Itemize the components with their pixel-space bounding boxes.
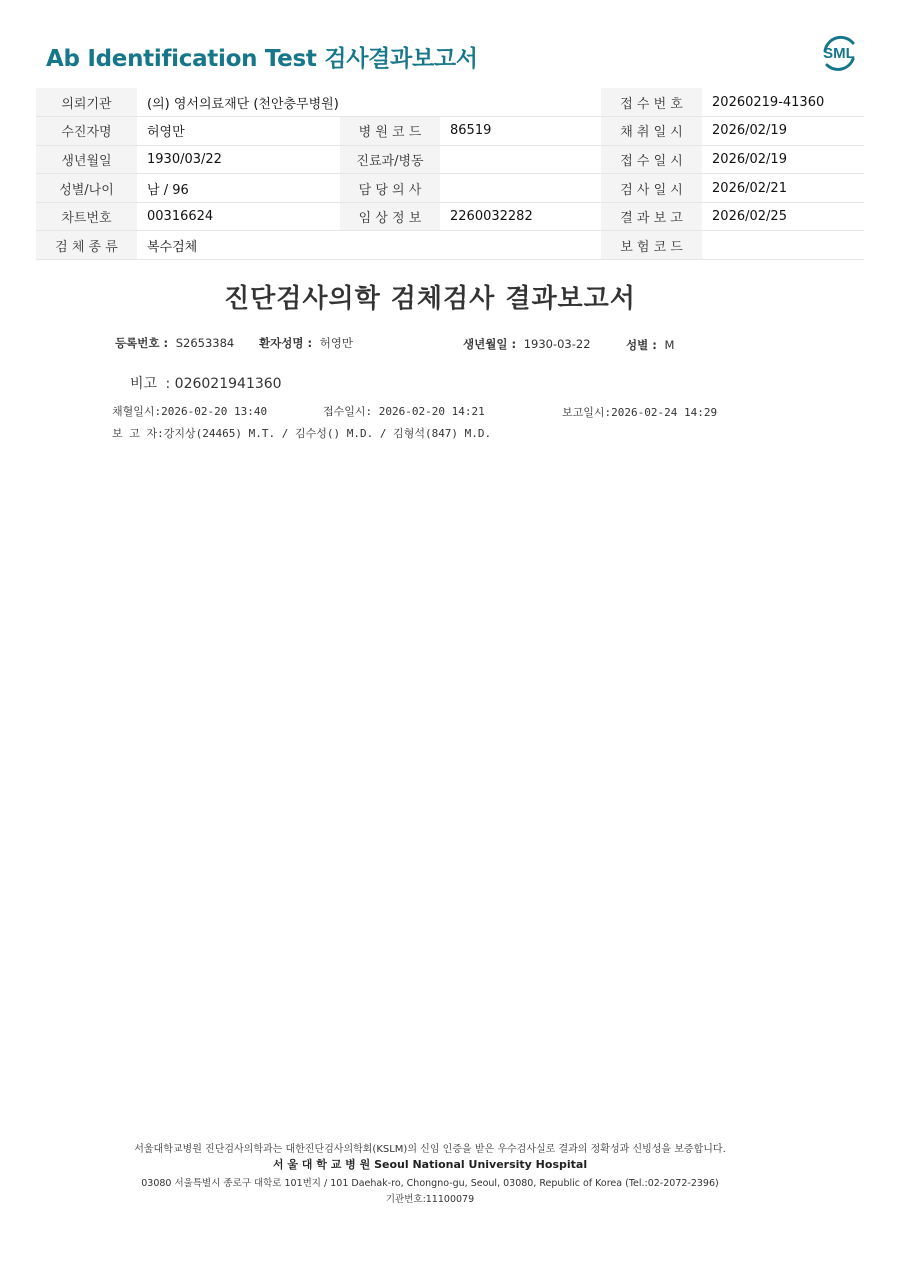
sml-logo-icon <box>815 29 863 77</box>
receipt-time <box>323 403 485 419</box>
value-department <box>440 145 601 174</box>
birth-date-label: 생년월일 : <box>463 337 517 351</box>
footer-address: 03080 서울특별시 종로구 대학로 101번지 / 101 Daehak-ro, Chongno-gu, Seoul, 03080, Republic of Korea (Tel.:02-2072-2396) <box>141 1178 719 1189</box>
label-insurance-code: 보 험 코 드 <box>601 231 702 260</box>
value-hospital-code: 86519 <box>440 117 601 146</box>
label-sex-age: 성별/나이 <box>36 174 137 203</box>
collection-time <box>112 403 267 419</box>
logo-text: SML <box>823 45 855 62</box>
value-chart-number: 00316624 <box>137 202 340 231</box>
remark-value: : 026021941360 <box>165 376 282 392</box>
label-hospital-code: 병 원 코 드 <box>340 117 440 146</box>
footer-institution-number: 기관번호:11100079 <box>385 1194 475 1205</box>
remark-label: 비고 <box>130 376 158 392</box>
table-row <box>36 117 864 146</box>
value-receipt-date: 2026/02/19 <box>702 145 864 174</box>
label-test-date: 검 사 일 시 <box>601 174 702 203</box>
collection-time-label: 채혈일시 <box>112 405 155 418</box>
patient-info-table <box>36 88 864 260</box>
sex-label: 성별 : <box>626 338 657 352</box>
registration-label: 등록번호 : <box>115 336 169 350</box>
footer-certification: 서울대학교병원 진단검사의학과는 대한진단검사의학회(KSLM)의 신임 인증을 받은 우수검사실로 결과의 정확성과 신빙성을 보증합니다. <box>134 1144 726 1155</box>
value-physician <box>440 174 601 203</box>
table-row <box>36 231 864 260</box>
value-receipt-number: 20260219-41360 <box>702 88 864 117</box>
label-collection-date: 채 취 일 시 <box>601 117 702 146</box>
value-clinical-info: 2260032282 <box>440 202 601 231</box>
label-receipt-number: 접 수 번 호 <box>601 88 702 117</box>
table-row <box>36 145 864 174</box>
patient-name-label: 환자성명 : <box>259 336 313 350</box>
label-result-report: 결 과 보 고 <box>601 202 702 231</box>
table-row <box>36 202 864 231</box>
birth-date <box>463 336 591 352</box>
label-clinical-info: 임 상 정 보 <box>340 202 440 231</box>
table-row <box>36 88 864 117</box>
table-spacer <box>340 231 601 260</box>
value-specimen-type: 복수검체 <box>137 231 340 260</box>
reporter-value: :강지상(24465) M.T. / 김수성() M.D. / 김형석(847) M.D. <box>157 427 492 440</box>
value-birth-date: 1930/03/22 <box>137 145 340 174</box>
label-specimen-type: 검 체 종 류 <box>36 231 137 260</box>
collection-time-value: :2026-02-20 13:40 <box>154 405 268 418</box>
table-row <box>36 174 864 203</box>
document-title: Ab Identification Test 검사결과보고서 <box>46 46 478 72</box>
birth-date-value: 1930-03-22 <box>523 337 591 351</box>
remark <box>130 373 282 393</box>
label-patient-name: 수진자명 <box>36 117 137 146</box>
report-title: 진단검사의학 검체검사 결과보고서 <box>224 284 636 314</box>
report-time-value: :2026-02-24 14:29 <box>604 406 718 419</box>
sex-value: M <box>664 338 675 352</box>
value-sex-age: 남 / 96 <box>137 174 340 203</box>
value-collection-date: 2026/02/19 <box>702 117 864 146</box>
receipt-time-label: 접수일시 <box>323 405 366 418</box>
value-test-date: 2026/02/21 <box>702 174 864 203</box>
patient-name-value: 허영만 <box>319 336 354 350</box>
registration-number <box>115 335 234 351</box>
patient-name <box>259 335 353 351</box>
registration-value: S2653384 <box>175 336 235 350</box>
receipt-time-value: : 2026-02-20 14:21 <box>365 405 485 418</box>
value-result-report: 2026/02/25 <box>702 202 864 231</box>
report-time <box>562 404 717 420</box>
label-requesting-institution: 의뢰기관 <box>36 88 137 117</box>
reporter <box>112 425 491 441</box>
footer-hospital-name: 서 울 대 학 교 병 원 Seoul National University Hospital <box>272 1158 588 1171</box>
label-birth-date: 생년월일 <box>36 145 137 174</box>
value-patient-name: 허영만 <box>137 117 340 146</box>
reporter-label: 보 고 자 <box>112 427 158 440</box>
label-chart-number: 차트번호 <box>36 202 137 231</box>
value-requesting-institution: (의) 영서의료재단 (천안충무병원) <box>137 88 601 117</box>
label-department: 진료과/병동 <box>340 145 440 174</box>
report-time-label: 보고일시 <box>562 406 605 419</box>
label-physician: 담 당 의 사 <box>340 174 440 203</box>
label-receipt-date: 접 수 일 시 <box>601 145 702 174</box>
value-insurance-code <box>702 231 864 260</box>
sex <box>626 337 674 353</box>
